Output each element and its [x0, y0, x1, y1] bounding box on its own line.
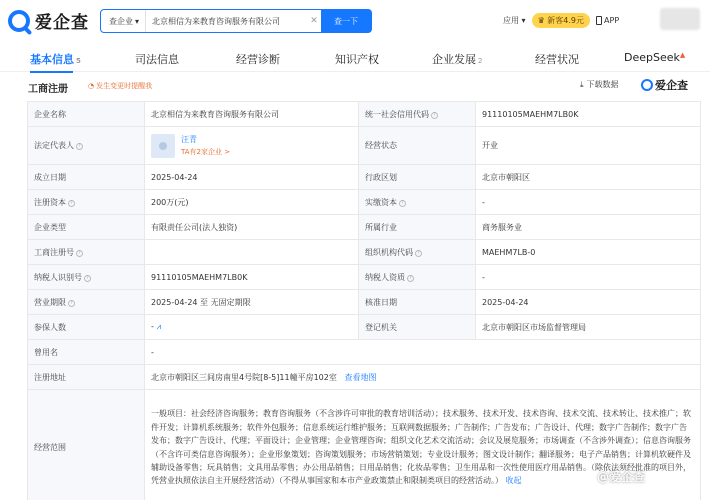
field-label: 曾用名 [28, 340, 145, 365]
table-row [28, 265, 701, 290]
credit-code-value: 91110105MAEHM7LB0K [476, 102, 701, 127]
org-code-value: MAEHM7LB-0 [476, 240, 701, 265]
tab-label: 经营状况 [535, 53, 579, 66]
table-row [28, 340, 701, 365]
help-icon[interactable]: ? [76, 143, 83, 150]
tab-judicial-info[interactable] [135, 51, 179, 67]
section-brand-text: 爱企查 [655, 79, 688, 92]
table-row [28, 215, 701, 240]
status-value: 开业 [476, 127, 701, 165]
trend-chart-icon[interactable]: ⩘ [156, 322, 161, 331]
fire-icon: ▲ [679, 51, 686, 59]
field-label: 经营范围 [28, 390, 145, 500]
help-icon[interactable]: ? [415, 250, 422, 257]
bell-icon: ◔ [88, 82, 95, 90]
table-row [28, 365, 701, 390]
download-button[interactable] [580, 79, 619, 90]
reg-no-value [145, 240, 359, 265]
phone-icon [596, 16, 602, 25]
tab-deepseek[interactable] [624, 51, 685, 64]
legal-rep-cell [145, 127, 359, 165]
taxpayer-id-value: 91110105MAEHM7LB0K [145, 265, 359, 290]
field-label-text: 营业期限 [34, 297, 66, 307]
watermark: @爱企查 [597, 470, 646, 484]
search-bar [100, 9, 372, 33]
field-label: 参保人数 [28, 315, 145, 340]
field-label-text: 实缴资本 [365, 197, 397, 207]
nav-tabs [0, 44, 710, 72]
reg-capital-value: 200万(元) [145, 190, 359, 215]
taxpayer-qual-value: - [476, 265, 701, 290]
crown-icon: ♛ [537, 16, 545, 25]
field-label: 登记机关 [359, 315, 476, 340]
field-label [28, 240, 145, 265]
field-label [28, 190, 145, 215]
apply-label: 应用 [503, 16, 519, 25]
help-icon[interactable]: ? [84, 275, 91, 282]
table-row [28, 165, 701, 190]
field-label-text: 统一社会信用代码 [365, 109, 429, 119]
registration-table [27, 101, 701, 500]
search-input[interactable] [146, 10, 307, 32]
chevron-down-icon: ▾ [521, 16, 526, 25]
tab-label: 知识产权 [335, 53, 379, 66]
field-label [359, 265, 476, 290]
legal-rep-companies-link[interactable]: TA有2家企业 > [181, 148, 231, 156]
help-icon[interactable]: ? [76, 250, 83, 257]
tab-count: 2 [478, 57, 483, 65]
help-icon[interactable]: ? [68, 300, 75, 307]
tab-development[interactable] [432, 51, 482, 67]
table-row [28, 102, 701, 127]
logo-icon [8, 10, 30, 32]
field-label-text: 工商注册号 [34, 247, 74, 257]
apply-menu[interactable] [503, 15, 526, 26]
table-row [28, 290, 701, 315]
term-value: 2025-04-24 至 无固定期限 [145, 290, 359, 315]
field-label-text: 组织机构代码 [365, 247, 413, 257]
field-label: 成立日期 [28, 165, 145, 190]
field-label: 经营状态 [359, 127, 476, 165]
table-row [28, 127, 701, 165]
search-type-label: 查企业 [109, 16, 133, 26]
app-label: APP [604, 16, 620, 25]
reg-authority-value: 北京市朝阳区市场监督管理局 [476, 315, 701, 340]
table-row [28, 190, 701, 215]
insured-cell [145, 315, 359, 340]
insured-value: - [151, 322, 154, 331]
field-label: 企业名称 [28, 102, 145, 127]
clear-icon[interactable]: ✕ [310, 16, 318, 26]
field-label [28, 127, 145, 165]
logo-text: 爱企查 [35, 13, 89, 33]
ent-type-value: 有限责任公司(法人独资) [145, 215, 359, 240]
change-alert[interactable] [88, 81, 152, 91]
field-label [28, 265, 145, 290]
legal-rep-name[interactable]: 汪青 [181, 135, 197, 144]
user-avatar[interactable] [660, 8, 700, 30]
download-icon: ⤓ [580, 79, 584, 89]
field-label: 所属行业 [359, 215, 476, 240]
search-type-select[interactable] [101, 10, 146, 32]
business-scope-value: 一般项目：社会经济咨询服务；教育咨询服务（不含涉许可审批的教育培训活动）；技术服务、技术开发、技术咨询、技术交流、技术转让、技术推广；软件开发；计算机系统服务；软件外包服务；信息系统运行维护服务；互联网数据服务；广告制作；广告发布；广告设计、代理；数字广告制作；数字广告发布；数字广告设计、代理；平面设计；企业管理；企业管理咨询；组织文化艺术交流活动；会议及展览服务；市场调查（不含涉外调查）；信息咨询服务（不含许可类信息咨询服务）；企业形象策划；咨询策划服务；市场营销策划；专业设计服务；图文设计制作；翻译服务；电子产品销售；计算机软硬件及辅助设备零售；玩具销售；文具用品零售；办公用品销售；日用品销售；化妆品零售；卫生用品和一次性使用医疗用品销售。（除依法须经批准的项目外，凭营业执照依法自主开展经营活动）（不得从事国家和本市产业政策禁止和限制类项目的经营活动。） [151, 409, 691, 486]
field-label-text: 纳税人识别号 [34, 272, 82, 282]
field-label [359, 102, 476, 127]
district-value: 北京市朝阳区 [476, 165, 701, 190]
address-value: 北京市朝阳区三间房南里4号院[8-5]11幢平房102室 [151, 372, 337, 382]
search-button[interactable]: 查一下 [321, 10, 371, 32]
app-link[interactable] [596, 16, 619, 25]
tab-business-diagnosis[interactable] [236, 51, 280, 67]
section-header [0, 73, 710, 99]
industry-value: 商务服务业 [476, 215, 701, 240]
download-label: 下载数据 [586, 80, 619, 89]
field-label [28, 290, 145, 315]
chevron-down-icon: ▾ [135, 16, 140, 26]
address-cell [145, 365, 701, 390]
field-label: 企业类型 [28, 215, 145, 240]
table-row [28, 240, 701, 265]
new-user-badge-label: 新客4.9元 [547, 16, 585, 25]
field-label-text: 法定代表人 [34, 141, 74, 150]
approve-date-value: 2025-04-24 [476, 290, 701, 315]
field-label: 注册地址 [28, 365, 145, 390]
tab-count: 5 [76, 57, 81, 65]
paid-capital-value: - [476, 190, 701, 215]
field-label [359, 240, 476, 265]
field-label-text: 注册资本 [34, 197, 66, 207]
top-header [0, 0, 710, 42]
help-icon[interactable]: ? [407, 275, 414, 282]
view-map-link[interactable]: 查看地图 [344, 372, 377, 382]
tab-label: DeepSeek [624, 51, 680, 64]
field-label: 核准日期 [359, 290, 476, 315]
tab-intellectual-property[interactable] [335, 51, 379, 67]
tab-operating-status[interactable] [535, 51, 579, 67]
person-icon [159, 142, 167, 150]
tab-label: 企业发展 [432, 53, 476, 66]
logo-icon [641, 79, 653, 91]
tab-label: 经营诊断 [236, 53, 280, 66]
help-icon[interactable]: ? [431, 112, 438, 119]
help-icon[interactable]: ? [68, 200, 75, 207]
tab-label: 司法信息 [135, 53, 179, 66]
company-name-value: 北京相信为来教育咨询服务有限公司 [145, 102, 359, 127]
section-title: 工商注册 [28, 84, 68, 95]
legal-rep-info [181, 134, 230, 157]
legal-rep-avatar[interactable] [151, 134, 175, 158]
collapse-link[interactable]: 收起 [505, 476, 522, 486]
field-label-text: 纳税人资质 [365, 272, 405, 282]
new-user-badge[interactable] [532, 13, 590, 28]
section-brand [641, 77, 688, 93]
field-label [359, 190, 476, 215]
help-icon[interactable]: ? [399, 200, 406, 207]
change-alert-label: 发生变更时提醒我 [96, 82, 153, 90]
logo[interactable] [8, 8, 89, 33]
table-row [28, 315, 701, 340]
former-name-value: - [145, 340, 701, 365]
tab-basic-info[interactable] [30, 51, 81, 67]
header-actions [503, 13, 619, 28]
legal-rep [151, 134, 352, 158]
field-label: 行政区划 [359, 165, 476, 190]
tab-label: 基本信息 [30, 53, 74, 66]
founded-value: 2025-04-24 [145, 165, 359, 190]
